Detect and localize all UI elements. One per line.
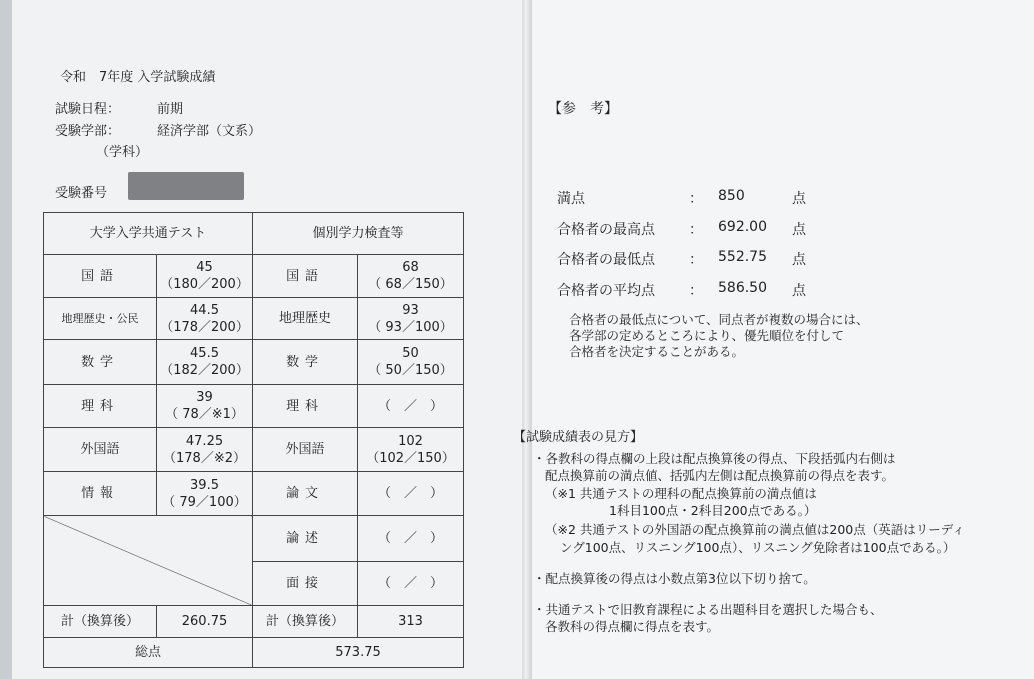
raw-score: （180／200） [160,277,249,292]
reference-colon: ： [689,283,703,299]
guide-line: ・各教科の得点欄の上段は配点換算後の得点、下段括弧内右側は [533,451,896,466]
ind-raw-score: （ 93／100） [368,319,453,335]
ind-converted-score: 50 [402,346,419,361]
table-row [44,340,464,385]
ind-score-cell [358,516,464,562]
exam-number-label: 受験番号 [55,186,108,201]
score-table [43,212,464,668]
reference-colon: ： [689,252,703,268]
score-cell [157,298,253,340]
converted-score: 45.5 [190,346,219,361]
ind-score-cell [358,428,464,472]
guide-title: 【試験成績表の見方】 [513,430,644,445]
table-row [44,298,464,340]
reference-colon: ： [689,222,703,238]
score-cell [157,428,253,472]
ind-score-cell [358,472,464,516]
grand-total-value: 573.75 [253,638,464,668]
reference-unit: 点 [792,252,806,268]
common-total-value: 260.75 [157,606,253,638]
ind-subject-cell: 理科 [253,385,358,428]
document-title: 令和 7年度 入学試験成績 [60,70,216,85]
reference-value: 850 [718,188,745,204]
ind-converted-score: 102 [398,433,423,449]
reference-colon: ： [689,191,703,207]
lowest-note-line: 合格者の最低点について、同点者が複数の場合には、 [569,312,869,327]
department-label: （学科） [96,145,149,160]
subject-cell: 理科 [44,385,157,428]
subject-cell: 数学 [44,340,157,385]
guide-line: ・配点換算後の得点は小数点第3位以下切り捨て。 [533,571,816,586]
ind-score-cell [358,298,464,340]
raw-score: （ 78／※1） [165,407,244,422]
ind-subject-cell: 地理歴史 [253,298,358,340]
ind-total-value: 313 [358,606,464,638]
faculty-value: 経済学部（文系） [157,124,262,139]
ind-subject-cell: 面接 [253,562,358,606]
subject-cell: 地理歴史・公民 [44,298,157,340]
ind-total-label: 計（換算後） [253,606,358,638]
raw-score: （ 79／100） [162,494,247,510]
subject-cell: 国語 [44,255,157,298]
common-total-label: 計（換算後） [44,606,157,638]
score-cell [157,385,253,428]
guide-line: 1科目100点・2科目200点である。） [609,503,817,518]
converted-score: 45 [196,260,213,275]
lowest-note-line: 合格者を決定することがある。 [569,344,745,359]
converted-score: 39 [196,390,213,405]
raw-score: （182／200） [160,363,249,378]
subject-cell: 外国語 [44,428,157,472]
reference-value: 692.00 [718,219,767,235]
reference-value: 552.75 [718,249,767,265]
ind-score-cell [358,562,464,606]
exam-schedule-label: 試験日程： [55,102,121,117]
reference-label: 合格者の最低点 [557,252,655,268]
guide-line: ング100点、リスニング100点）、リスニング免除者は100点である。） [560,540,956,555]
table-row [44,385,464,428]
reference-label: 合格者の最高点 [557,222,655,238]
converted-score: 44.5 [190,302,219,318]
table-row [44,428,464,472]
raw-score: （178／※2） [163,450,246,466]
table-row [44,255,464,298]
table-row [44,472,464,516]
raw-score: （178／200） [160,319,249,335]
page-fold [522,0,532,679]
ind-raw-score: （ 50／150） [368,363,453,378]
ind-raw-score: （102／150） [366,450,455,466]
ind-subject-cell: 論文 [253,472,358,516]
reference-unit: 点 [792,283,806,299]
ind-raw-score: （ 68／150） [368,277,453,292]
guide-line: 配点換算前の満点値、括弧内左側は配点換算前の得点を表す。 [545,468,895,483]
total-row [44,606,464,638]
guide-line: ・共通テストで旧教育課程による出題科目を選択した場合も、 [533,602,883,617]
reference-unit: 点 [792,191,806,207]
exam-schedule-value: 前期 [157,102,184,117]
ind-subject-cell: 外国語 [253,428,358,472]
faculty-label: 受験学部： [55,124,121,139]
reference-value: 586.50 [718,280,767,296]
redacted-exam-number [128,172,244,200]
ind-score-cell [358,340,464,385]
score-cell [157,472,253,516]
ind-raw-score: （ ／ ） [378,398,444,414]
ind-score-cell [358,255,464,298]
lowest-note-line: 各学部の定めるところにより、優先順位を付して [569,328,845,343]
reference-title: 【参 考】 [548,101,618,117]
guide-line: （※1 共通テストの理科の配点換算前の満点値は [545,486,817,501]
converted-score: 47.25 [185,433,224,449]
reference-label: 合格者の平均点 [557,283,655,299]
ind-raw-score: （ ／ ） [378,576,444,591]
reference-label: 満点 [557,191,585,207]
ind-subject-cell: 数学 [253,340,358,385]
ind-raw-score: （ ／ ） [378,531,444,546]
ind-subject-cell: 論述 [253,516,358,562]
grand-total-row [44,638,464,668]
ind-converted-score: 93 [402,302,419,318]
subject-cell: 情報 [44,472,157,516]
ind-converted-score: 68 [402,260,419,275]
reference-unit: 点 [792,222,806,238]
grand-total-label: 総点 [44,638,253,668]
ind-score-cell [358,385,464,428]
guide-line: （※2 共通テストの外国語の配点換算前の満点値は200点（英語はリーディ [545,522,965,537]
score-cell [157,340,253,385]
table-row [44,516,464,562]
score-cell [157,255,253,298]
ind-raw-score: （ ／ ） [378,486,444,501]
common-test-header: 大学入学共通テスト [44,213,253,255]
guide-line: 各教科の得点欄に得点を表す。 [545,619,720,634]
ind-subject-cell: 国語 [253,255,358,298]
converted-score: 39.5 [190,477,219,493]
blank-diagonal-cell [44,516,253,606]
individual-test-header: 個別学力検査等 [253,213,464,255]
